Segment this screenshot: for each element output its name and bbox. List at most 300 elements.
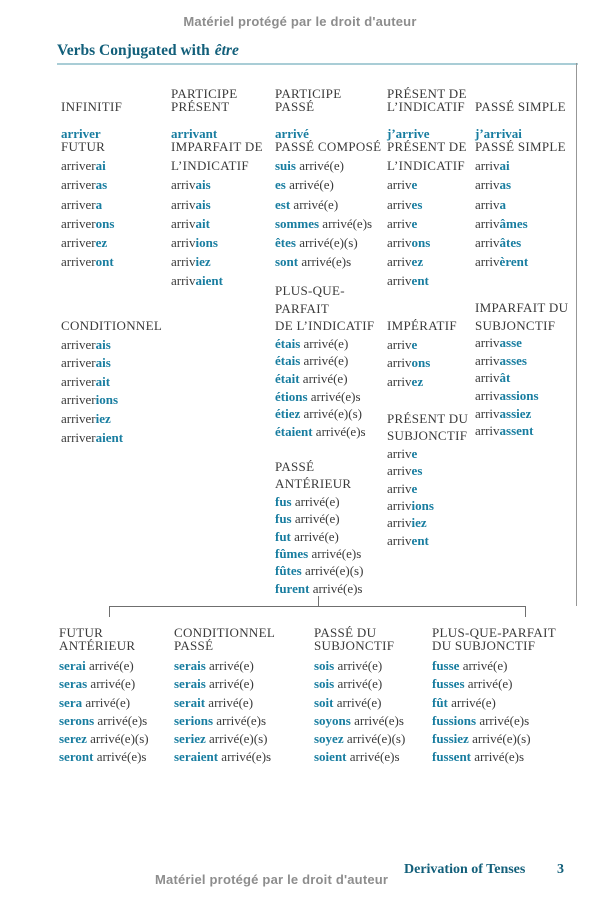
tense-header-text: PLUS-QUE- xyxy=(275,283,345,298)
page-title xyxy=(57,42,239,60)
tense-header-text: PASSÉ DU xyxy=(314,625,377,640)
highlight-text: étaient xyxy=(275,423,313,439)
highlight-text: seras xyxy=(59,676,88,692)
highlight-text: sois xyxy=(314,676,335,692)
tense-header-text: CONDITIONNEL xyxy=(174,625,276,640)
plain-text: arrivé(e) xyxy=(87,676,136,692)
derivation-connector-left-tick xyxy=(109,607,110,617)
text-line xyxy=(59,731,149,749)
tense-header-text: SUBJONCTIF xyxy=(314,638,395,653)
plain-text: arriv xyxy=(475,234,500,250)
text-line xyxy=(59,658,149,676)
text-line xyxy=(275,301,374,319)
highlight-text: étais xyxy=(275,335,301,351)
derivation-connector-right-tick xyxy=(525,607,526,617)
participe-present-header xyxy=(171,86,237,112)
highlight-text: ent xyxy=(411,532,429,548)
conditionnel-column xyxy=(61,318,162,448)
text-line xyxy=(61,430,162,449)
text-line xyxy=(275,406,374,424)
plain-text: arrivé(e) xyxy=(299,370,348,386)
tense-header-text: PARTICIPE xyxy=(171,86,238,101)
text-line xyxy=(314,713,405,731)
plain-text: arriv xyxy=(387,445,412,461)
passe-simple-column xyxy=(475,139,566,273)
text-line xyxy=(174,625,275,638)
tense-header-text: SUBJONCTIF xyxy=(387,428,468,444)
plain-text: arrivé(e)s xyxy=(309,580,363,596)
plain-text: arrivé(e)s xyxy=(298,254,352,270)
text-line xyxy=(275,424,374,442)
text-line xyxy=(387,533,468,550)
plain-text: arrivé(e)s xyxy=(350,712,404,728)
plain-text: arrivé(e)s xyxy=(213,712,267,728)
highlight-text: serions xyxy=(174,712,213,728)
text-line xyxy=(475,235,566,254)
highlight-text: es xyxy=(411,463,423,479)
tense-header-text: PARFAIT xyxy=(275,300,330,316)
text-line xyxy=(387,463,468,480)
tense-header-text: PRÉSENT xyxy=(171,99,230,114)
highlight-text: furent xyxy=(275,580,310,596)
highlight-text: asses xyxy=(499,352,527,368)
text-line xyxy=(171,177,263,196)
text-line xyxy=(171,235,263,254)
text-line xyxy=(61,318,162,337)
plain-text: arriver xyxy=(61,336,96,352)
plain-text: arriv xyxy=(387,336,412,352)
tense-header-text: PLUS-QUE-PARFAIT xyxy=(432,625,556,640)
present-indicatif-header xyxy=(387,86,467,112)
highlight-text: fusse xyxy=(432,658,460,673)
text-line xyxy=(59,713,149,731)
highlight-text: ons xyxy=(411,355,431,371)
highlight-text: a xyxy=(95,196,103,212)
plain-text: arriv xyxy=(475,158,500,174)
text-line xyxy=(275,371,374,389)
highlight-text: êtes xyxy=(275,234,296,250)
tense-header-text: L’INDICATIF xyxy=(387,158,465,174)
text-line xyxy=(475,197,566,216)
text-line xyxy=(171,273,263,292)
plain-text: arrivé(e)s xyxy=(94,712,148,728)
highlight-text: fus xyxy=(275,511,292,527)
text-line xyxy=(387,139,467,158)
highlight-text: ait xyxy=(195,215,210,231)
text-line xyxy=(475,370,568,388)
text-line xyxy=(275,546,363,563)
text-line xyxy=(171,86,237,99)
highlight-text: ai xyxy=(95,158,106,174)
plain-text: arriver xyxy=(61,373,96,389)
imparfait-subjonctif-column xyxy=(475,300,568,441)
page-title-emphasis: être xyxy=(214,42,239,59)
plain-text: arriv xyxy=(387,177,412,193)
passe-subjonctif-column xyxy=(314,658,405,768)
highlight-text: as xyxy=(95,177,108,193)
plain-text: arriv xyxy=(171,177,196,193)
futur-anterieur-column xyxy=(59,658,149,768)
tense-header-text: IMPARFAIT DE xyxy=(171,139,263,154)
text-line xyxy=(275,563,363,580)
plain-text: arriv xyxy=(387,215,412,231)
highlight-text: serai xyxy=(59,658,86,673)
highlight-text: ez xyxy=(411,373,424,389)
text-line xyxy=(387,446,468,463)
conditionnel-passe-header xyxy=(174,625,275,651)
plain-text: arriv xyxy=(387,497,412,513)
highlight-text: ât xyxy=(499,370,511,386)
tense-header-text: PRÉSENT DU xyxy=(387,411,469,426)
plain-text: arrivé(e)(s) xyxy=(468,731,531,747)
tense-header-text: PASSÉ SIMPLE xyxy=(475,139,566,154)
highlight-text: seriez xyxy=(174,731,206,747)
highlight-text: e xyxy=(411,215,418,231)
plain-text: arrivé(e) xyxy=(205,694,254,710)
highlight-text: ez xyxy=(411,254,424,270)
highlight-text: étiez xyxy=(275,406,301,422)
plain-text: arrivé(e)(s) xyxy=(205,731,268,747)
highlight-text: fussent xyxy=(432,749,472,765)
plain-text: arriver xyxy=(61,234,96,250)
text-line xyxy=(387,411,468,428)
highlight-text: fûmes xyxy=(275,545,309,561)
highlight-text: iez xyxy=(95,410,111,426)
text-line xyxy=(61,337,162,356)
plain-text: arrivé(e) xyxy=(300,335,349,351)
plain-text: arrivé(e)s xyxy=(319,215,373,231)
highlight-text: ons xyxy=(95,215,115,231)
plain-text: arriv xyxy=(387,196,412,212)
text-line xyxy=(275,197,381,216)
text-line xyxy=(387,158,467,177)
text-line xyxy=(59,749,149,767)
text-line xyxy=(171,139,263,158)
conditionnel-passe-column xyxy=(174,658,271,768)
plain-text: arriv xyxy=(387,355,412,371)
highlight-text: soient xyxy=(314,749,347,765)
plain-text: arrivé(e)(s) xyxy=(343,731,406,747)
plain-text: arrivé(e) xyxy=(334,676,383,692)
highlight-text: ais xyxy=(195,196,211,212)
futur-anterieur-header xyxy=(59,625,135,651)
highlight-text: ais xyxy=(95,355,111,371)
highlight-text: assions xyxy=(499,387,539,403)
highlight-text: âtes xyxy=(499,234,522,250)
tense-header-text: PASSÉ xyxy=(174,638,214,653)
tense-header-text: FUTUR xyxy=(61,139,106,154)
text-line xyxy=(314,625,394,638)
tense-header-text: DU SUBJONCTIF xyxy=(432,638,536,653)
text-line xyxy=(275,216,381,235)
plain-text: arrivé(e) xyxy=(300,353,349,369)
plain-text: arriv xyxy=(475,405,500,421)
text-line xyxy=(61,197,114,216)
highlight-text: assiez xyxy=(499,405,532,421)
plain-text: arriv xyxy=(387,480,412,496)
plain-text: arriver xyxy=(61,254,96,270)
text-line xyxy=(59,625,135,638)
tense-header-text: PRÉSENT DE xyxy=(387,139,467,154)
text-line xyxy=(61,392,162,411)
text-line xyxy=(475,139,566,158)
highlight-text: as xyxy=(499,177,512,193)
text-line xyxy=(61,99,122,112)
text-line xyxy=(275,283,374,301)
text-line xyxy=(275,389,374,407)
page-title-text: Verbs Conjugated with xyxy=(57,42,210,59)
plain-text: arrivé(e) xyxy=(285,177,334,193)
text-line xyxy=(387,235,467,254)
highlight-text: e xyxy=(411,480,418,496)
text-line xyxy=(275,476,363,493)
highlight-text: iez xyxy=(195,254,211,270)
plain-text: arrivé(e)s xyxy=(93,749,147,765)
plain-text: arrivé(e) xyxy=(290,196,339,212)
highlight-text: étais xyxy=(275,353,301,369)
plain-text: arrivé(e) xyxy=(333,694,382,710)
text-line xyxy=(61,158,114,177)
tense-header-text: L’INDICATIF xyxy=(387,99,465,114)
highlight-text: fut xyxy=(275,528,291,544)
text-line xyxy=(174,695,271,713)
text-line xyxy=(61,254,114,273)
plain-text: arriv xyxy=(387,373,412,389)
text-line xyxy=(275,318,374,336)
plain-text: arriv xyxy=(475,335,500,351)
highlight-text: serais xyxy=(174,658,206,673)
text-line xyxy=(314,638,394,651)
copyright-watermark-top: Matériel protégé par le droit d'auteur xyxy=(183,14,417,29)
text-line xyxy=(61,177,114,196)
text-line xyxy=(61,374,162,393)
text-line xyxy=(475,318,568,336)
text-line xyxy=(275,177,381,196)
highlight-text: aient xyxy=(195,273,223,289)
highlight-text: assent xyxy=(499,423,534,439)
text-line xyxy=(171,158,263,177)
text-line xyxy=(432,695,531,713)
text-line xyxy=(475,216,566,235)
plain-text: arrivé(e)(s) xyxy=(301,563,364,579)
passe-simple-header xyxy=(475,99,566,112)
tense-header-text: PRÉSENT DE xyxy=(387,86,467,101)
highlight-text: seront xyxy=(59,749,94,765)
text-line xyxy=(387,99,467,112)
plain-text: arriver xyxy=(61,215,96,231)
plain-text: arrivé(e)s xyxy=(308,545,362,561)
highlight-text: étions xyxy=(275,388,308,404)
text-line xyxy=(275,353,374,371)
plain-text: arriv xyxy=(387,273,412,289)
highlight-text: e xyxy=(411,336,418,352)
highlight-text: j’arrive xyxy=(387,126,430,141)
text-line xyxy=(387,355,457,374)
plain-text: arriv xyxy=(475,387,500,403)
plain-text: arrivé(e)s xyxy=(312,423,366,439)
plain-text: arrivé(e) xyxy=(205,676,254,692)
plain-text: arrivé(e) xyxy=(334,658,383,673)
infinitif-header xyxy=(61,99,122,112)
text-line xyxy=(171,197,263,216)
passe-subjonctif-header xyxy=(314,625,394,651)
plain-text: arrivé(e)s xyxy=(307,388,361,404)
highlight-text: es xyxy=(411,196,423,212)
plain-text: arrivé(e)(s) xyxy=(300,406,362,422)
plain-text: arrivé(e) xyxy=(295,158,344,174)
page-number: 3 xyxy=(557,862,564,877)
text-line xyxy=(275,158,381,177)
plain-text: arriv xyxy=(387,254,412,270)
highlight-text: èrent xyxy=(499,254,529,270)
plain-text: arriv xyxy=(171,273,196,289)
tense-header-text: PASSÉ xyxy=(275,459,315,474)
highlight-text: fussiez xyxy=(432,731,469,747)
plain-text: arriv xyxy=(475,423,500,439)
text-line xyxy=(275,235,381,254)
highlight-text: ait xyxy=(95,373,111,389)
text-line xyxy=(59,695,149,713)
text-line xyxy=(314,749,405,767)
plain-text: arrivé(e) xyxy=(205,658,254,673)
text-line xyxy=(61,355,162,374)
highlight-text: arrivé xyxy=(275,126,309,141)
text-line xyxy=(314,658,405,676)
plain-text: arrivé(e) xyxy=(291,493,340,509)
tense-header-text: PASSÉ xyxy=(275,99,315,114)
text-line xyxy=(475,388,568,406)
highlight-text: arrivant xyxy=(171,126,218,141)
plus-que-parfait-subjonctif-header xyxy=(432,625,556,651)
running-footer-title: Derivation of Tenses xyxy=(404,862,526,877)
heading-divider-line xyxy=(57,63,578,65)
highlight-text: es xyxy=(275,177,286,193)
text-line xyxy=(171,254,263,273)
text-line xyxy=(387,498,468,515)
plain-text: arrivé(e) xyxy=(464,676,513,692)
text-line xyxy=(475,353,568,371)
text-line xyxy=(275,139,381,158)
plain-text: arrivé(e)s xyxy=(471,749,525,765)
plain-text: arriv xyxy=(387,463,412,479)
plain-text: arrivé(e)s xyxy=(476,712,530,728)
highlight-text: j’arrivai xyxy=(475,126,522,141)
highlight-text: suis xyxy=(275,158,296,174)
text-line xyxy=(275,459,363,476)
text-line xyxy=(387,318,457,337)
plain-text: arriv xyxy=(387,532,412,548)
plain-text: arriver xyxy=(61,177,96,193)
text-line xyxy=(275,336,374,354)
text-line xyxy=(432,713,531,731)
text-line xyxy=(387,254,467,273)
text-line xyxy=(387,428,468,445)
plain-text: arrivé(e) xyxy=(447,694,496,710)
plain-text: arriv xyxy=(171,254,196,270)
plain-text: arriver xyxy=(61,392,96,408)
text-line xyxy=(387,481,468,498)
highlight-text: âmes xyxy=(499,215,528,231)
text-line xyxy=(387,216,467,235)
highlight-text: seraient xyxy=(174,749,219,765)
highlight-text: iez xyxy=(411,515,427,531)
text-line xyxy=(387,177,467,196)
highlight-text: e xyxy=(411,177,418,193)
text-line xyxy=(314,731,405,749)
plus-que-parfait-subjonctif-column xyxy=(432,658,531,768)
participe-passe-header xyxy=(275,86,341,112)
highlight-text: sera xyxy=(59,694,83,710)
text-line xyxy=(475,99,566,112)
plain-text: arrivé(e)(s) xyxy=(295,234,358,250)
plain-text: arrivé(e) xyxy=(290,528,339,544)
passe-anterieur-column xyxy=(275,459,363,598)
text-line xyxy=(387,515,468,532)
passe-compose-column xyxy=(275,139,381,273)
text-line xyxy=(174,749,271,767)
plain-text: arriv xyxy=(475,370,500,386)
text-line xyxy=(61,235,114,254)
highlight-text: sois xyxy=(314,658,335,673)
text-line xyxy=(387,86,467,99)
text-line xyxy=(475,423,568,441)
present-subjonctif-column xyxy=(387,411,468,550)
text-line xyxy=(387,197,467,216)
plain-text: arriv xyxy=(475,177,500,193)
highlight-text: fus xyxy=(275,493,292,509)
plain-text: arriv xyxy=(475,215,500,231)
tense-header-text: ANTÉRIEUR xyxy=(59,638,136,653)
tense-header-text: FUTUR xyxy=(59,625,104,640)
right-border-line xyxy=(576,63,577,606)
highlight-text: est xyxy=(275,196,291,212)
plain-text: arriv xyxy=(171,234,196,250)
copyright-watermark-bottom: Matériel protégé par le droit d'auteur xyxy=(155,872,389,887)
plain-text: arriver xyxy=(61,355,96,371)
highlight-text: sont xyxy=(275,254,299,270)
text-line xyxy=(59,638,135,651)
highlight-text: ions xyxy=(411,497,434,513)
plain-text: arrivé(e)s xyxy=(218,749,272,765)
plus-que-parfait-indicatif-column xyxy=(275,283,374,441)
tense-header-text: CONDITIONNEL xyxy=(61,318,163,333)
text-line xyxy=(475,158,566,177)
text-line xyxy=(432,749,531,767)
highlight-text: fûtes xyxy=(275,563,302,579)
plain-text: arrivé(e) xyxy=(459,658,508,673)
text-line xyxy=(475,177,566,196)
text-line xyxy=(314,695,405,713)
text-line xyxy=(387,374,457,393)
text-line xyxy=(174,658,271,676)
highlight-text: serais xyxy=(174,676,206,692)
text-line xyxy=(275,511,363,528)
text-line xyxy=(275,254,381,273)
plain-text: arrivé(e) xyxy=(85,658,134,673)
highlight-text: ais xyxy=(95,336,111,352)
highlight-text: ent xyxy=(411,273,429,289)
present-indicatif-column xyxy=(387,139,467,293)
plain-text: arriv xyxy=(387,234,412,250)
text-line xyxy=(275,581,363,598)
text-line xyxy=(387,337,457,356)
highlight-text: serait xyxy=(174,694,206,710)
plain-text: arriver xyxy=(61,158,96,174)
derivation-connector-bar xyxy=(109,606,526,607)
highlight-text: fût xyxy=(432,694,448,710)
highlight-text: asse xyxy=(499,335,522,351)
text-line xyxy=(432,731,531,749)
